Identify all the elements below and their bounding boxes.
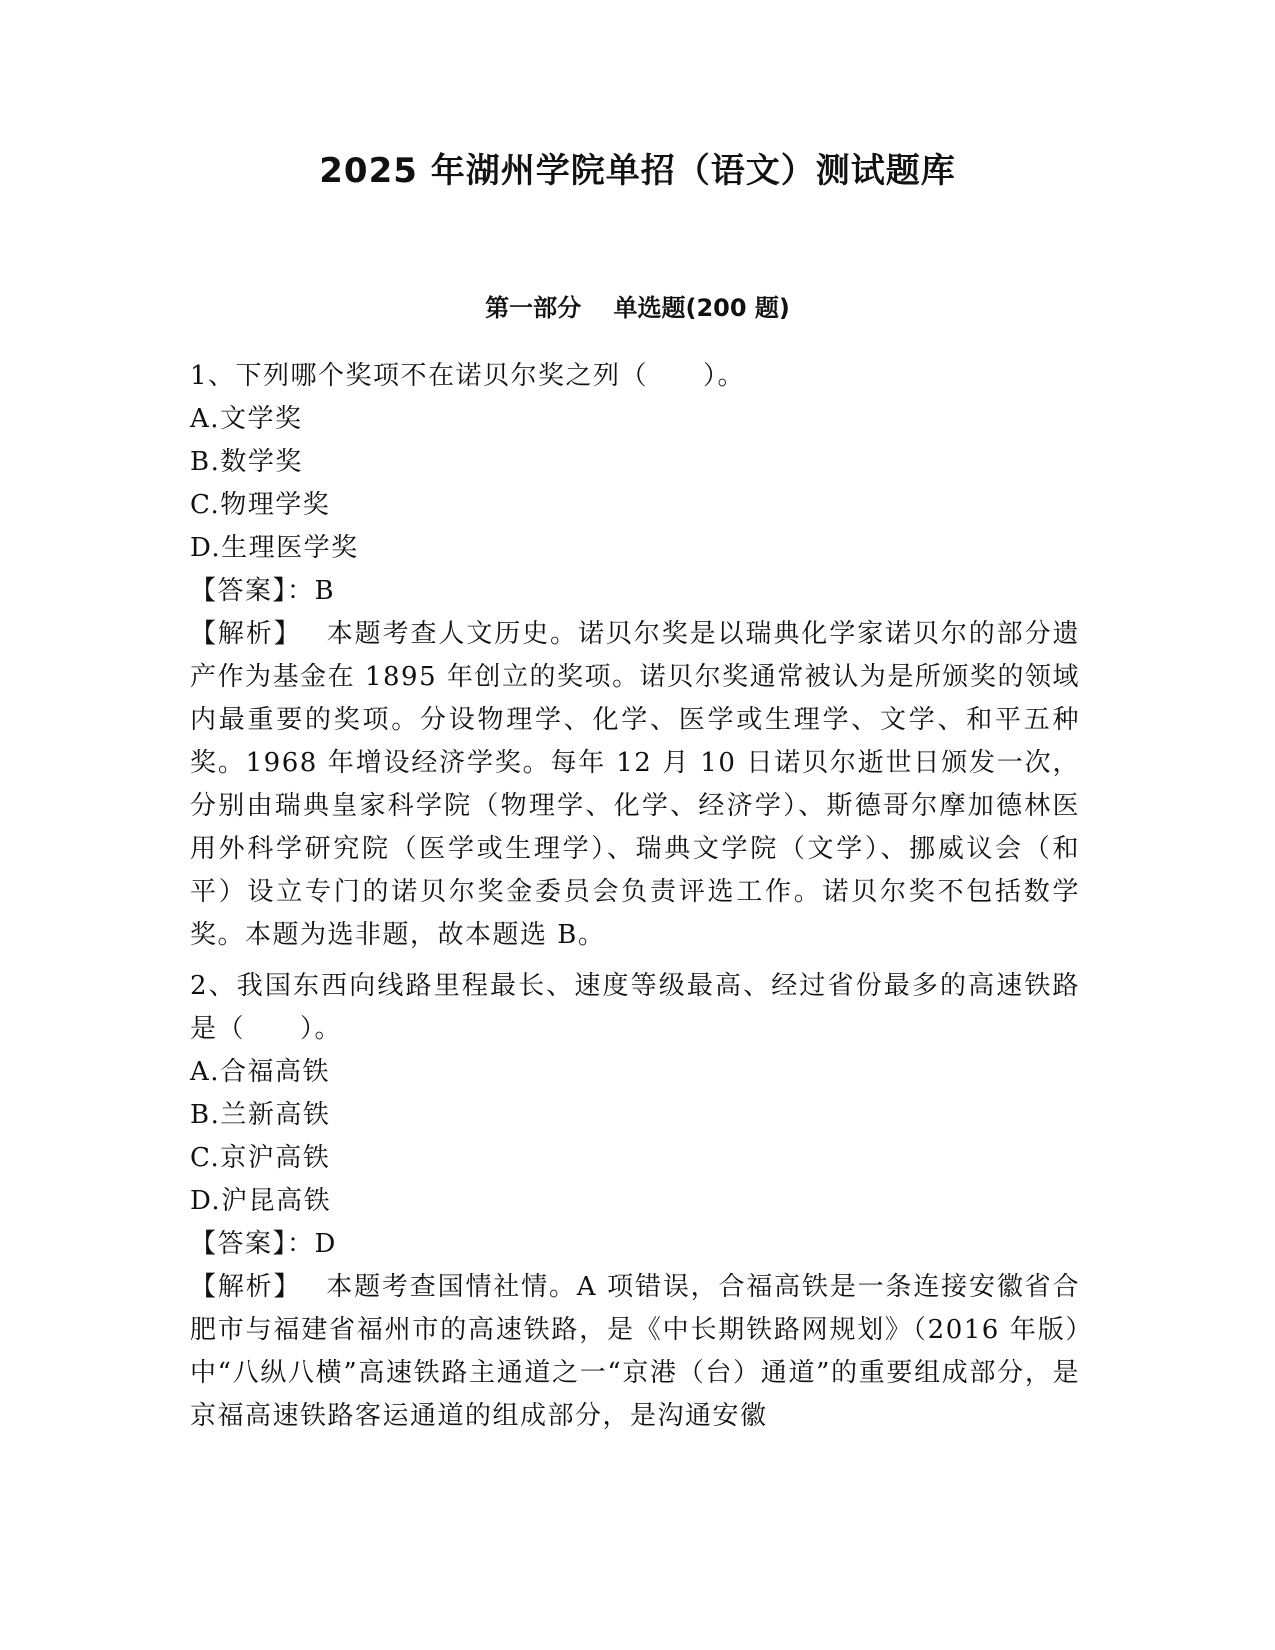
option-b: B.兰新高铁 (190, 1100, 331, 1130)
option-c: C.物理学奖 (190, 490, 331, 520)
question-2 (190, 965, 1080, 1438)
section-heading: 第一部分 单选题(200 题) (485, 294, 790, 322)
analysis-paragraph: 【解析】 本题考查国情社情。A 项错误，合福高铁是一条连接安徽省合肥市与福建省福州市的高速铁路，是《中长期铁路网规划》（2016 年版）中“八纵八横”高速铁路主通道之一“京港（台）通道”的重要组成部分，是京福高速铁路客运通道的组成部分，是沟通安徽 (190, 1272, 1080, 1431)
option-a: A.文学奖 (190, 404, 303, 434)
option-d: D.沪昆高铁 (190, 1186, 332, 1216)
answer-line: 【答案】：B (190, 576, 336, 606)
page-title: 2025 年湖州学院单招（语文）测试题库 (319, 151, 956, 191)
question-list (190, 355, 1080, 1438)
analysis-paragraph: 【解析】 本题考查人文历史。诺贝尔奖是以瑞典化学家诺贝尔的部分遗产作为基金在 1895 年创立的奖项。诺贝尔奖通常被认为是所颁奖的领域内最重要的奖项。分设物理学、化学、医学或生理学、文学、和平五种奖。1968 年增设经济学奖。每年 12 月 10 日诺贝尔逝世日颁发一次，分别由瑞典皇家科学院（物理学、化学、经济学）、斯德哥尔摩加德林医用外科学研究院（医学或生理学）、瑞典文学院（文学）、挪威议会（和平）设立专门的诺贝尔奖金委员会负责评选工作。诺贝尔奖不包括数学奖。本题为选非题，故本题选 B。 (190, 619, 1080, 950)
answer-line: 【答案】：D (190, 1229, 337, 1259)
question-1 (190, 355, 1080, 957)
option-a: A.合福高铁 (190, 1057, 331, 1087)
option-b: B.数学奖 (190, 447, 303, 477)
option-d: D.生理医学奖 (190, 533, 359, 563)
question-stem: 1、下列哪个奖项不在诺贝尔奖之列（ ）。 (190, 361, 746, 391)
option-c: C.京沪高铁 (190, 1143, 331, 1173)
question-stem: 2、我国东西向线路里程最长、速度等级最高、经过省份最多的高速铁路是（ ）。 (190, 971, 1080, 1044)
